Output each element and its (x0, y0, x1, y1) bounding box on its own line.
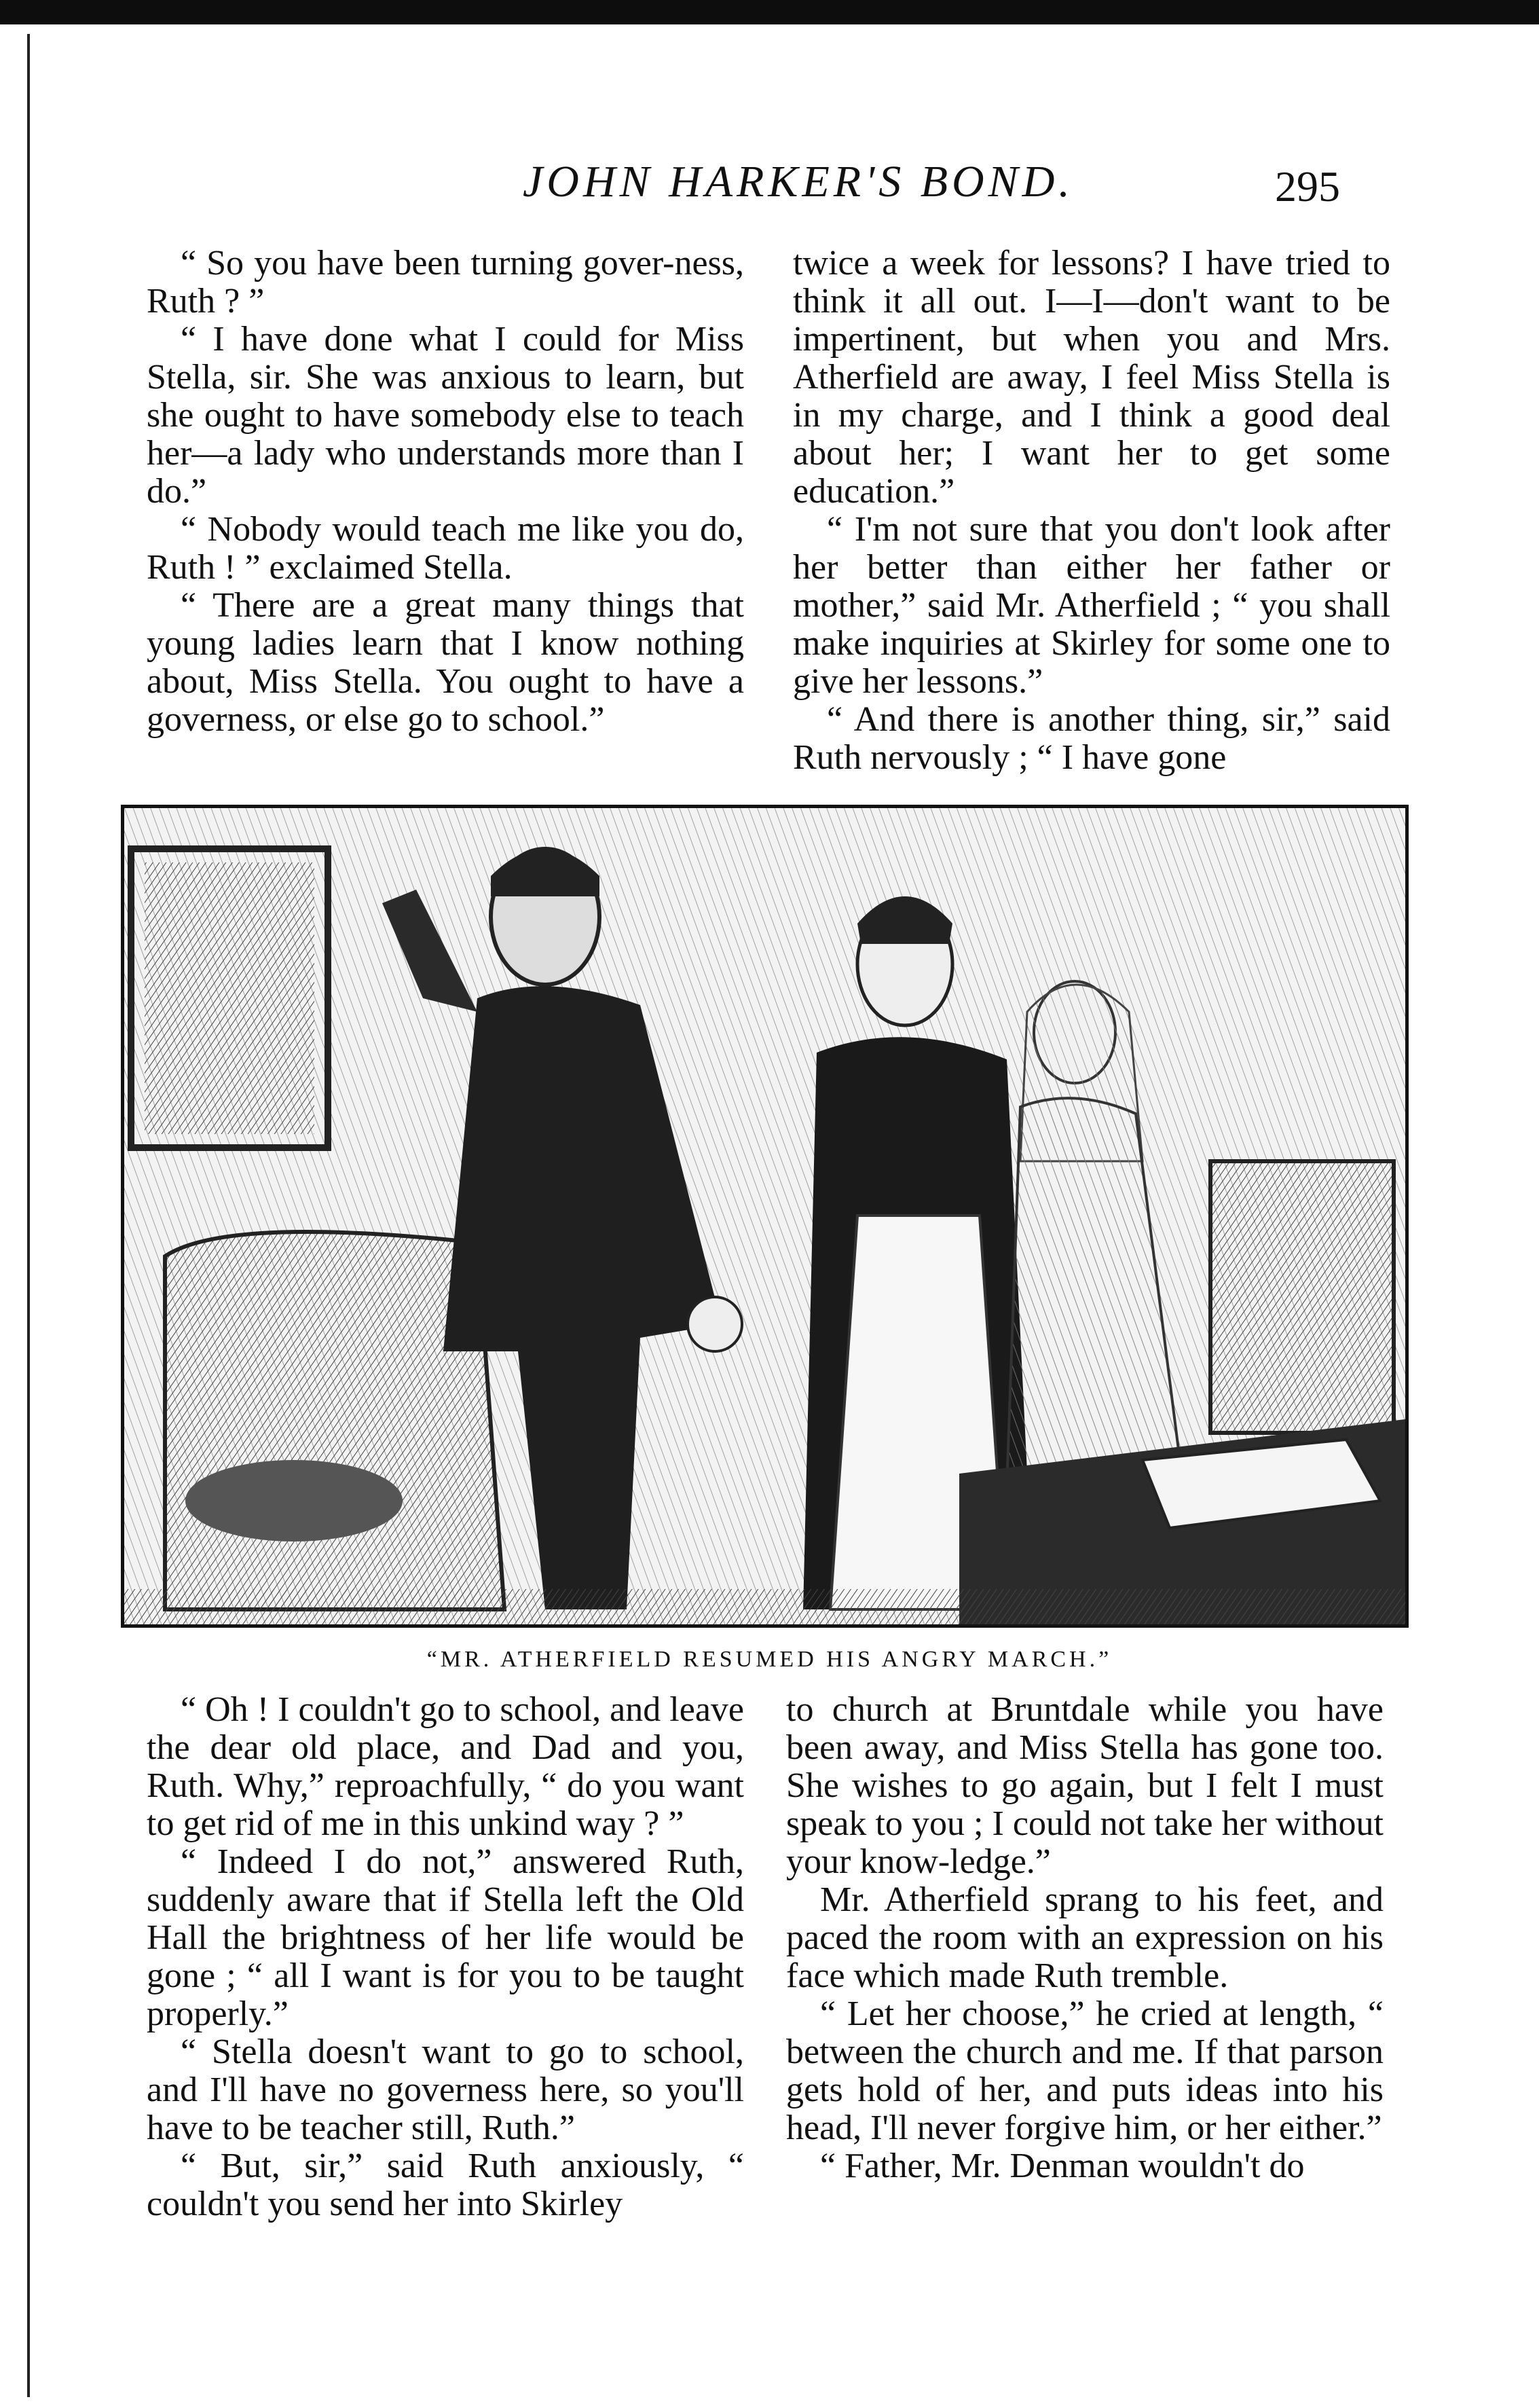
wall-picture-frame (131, 849, 328, 1148)
paragraph-continuation: to church at Bruntdale while you have been away, and Miss Stella has gone too. She wishes to go again, but I felt I must speak to you ; I could not take her without your know-ledge.” (786, 1690, 1384, 1881)
paragraph: “ I have done what I could for Miss Stella, sir. She was anxious to learn, but she ought to have somebody else to teach her—a lady who understands more than I do.” (147, 320, 744, 511)
paragraph: Mr. Atherfield sprang to his feet, and paced the room with an expression on his face which made Ruth tremble. (786, 1880, 1384, 1995)
paragraph-continuation: twice a week for lessons? I have tried to think it all out. I—I—don't want to be impertinent, but when you and Mrs. Atherfield are away, I feel Miss Stella is in my charge, and I think a good deal about her; I want her to get some education.” (793, 244, 1390, 511)
paragraph: “ There are a great many things that young ladies learn that I know nothing about, Miss Stella. You ought to have a governess, or else go to school.” (147, 586, 744, 739)
illustration-caption: “MR. ATHERFIELD RESUMED HIS ANGRY MARCH.” (426, 1647, 1113, 1672)
column-bottom-right (786, 1691, 1384, 2336)
paragraph: “ Father, Mr. Denman wouldn't do (820, 2147, 1305, 2185)
left-margin-rule (27, 34, 30, 2397)
running-title: JOHN HARKER'S BOND. (523, 157, 1074, 206)
column-bottom-left (147, 1691, 744, 2336)
chair (1210, 1161, 1394, 1433)
column-top-left (147, 244, 744, 774)
column-top-right (793, 244, 1390, 777)
page-number: 295 (1275, 162, 1340, 211)
paragraph: “ Stella doesn't want to go to school, and I'll have no governess here, so you'll have to be teacher still, Ruth.” (147, 2032, 744, 2147)
paragraph: “ Let her choose,” he cried at length, “ between the church and me. If that parson gets hold of her, and puts ideas into his head, I'll never forgive him, or her either.” (786, 1994, 1384, 2147)
paragraph: “ So you have been turning gover-ness, Ruth ? ” (147, 244, 744, 321)
top-border-rule (0, 0, 1539, 24)
paragraph: “ And there is another thing, sir,” said Ruth nervously ; “ I have gone (793, 700, 1390, 777)
engraving-illustration (121, 805, 1409, 1628)
paragraph: “ Nobody would teach me like you do, Ruth ! ” exclaimed Stella. (147, 510, 744, 587)
paragraph: “ Indeed I do not,” answered Ruth, suddenly aware that if Stella left the Old Hall the brightness of her life would be gone ; “ all I want is for you to be taught properly.” (147, 1842, 744, 2033)
paragraph: “ Oh ! I couldn't go to school, and leave the dear old place, and Dad and you, Ruth. Why,” reproachfully, “ do you want to get rid of me in this unkind way ? ” (147, 1690, 744, 1843)
paragraph: “ I'm not sure that you don't look after her better than either her father or mother,” said Mr. Atherfield ; “ you shall make inquiries at Skirley for some one to give her lessons.” (793, 510, 1390, 701)
paragraph: “ But, sir,” said Ruth anxiously, “ couldn't you send her into Skirley (147, 2147, 744, 2223)
